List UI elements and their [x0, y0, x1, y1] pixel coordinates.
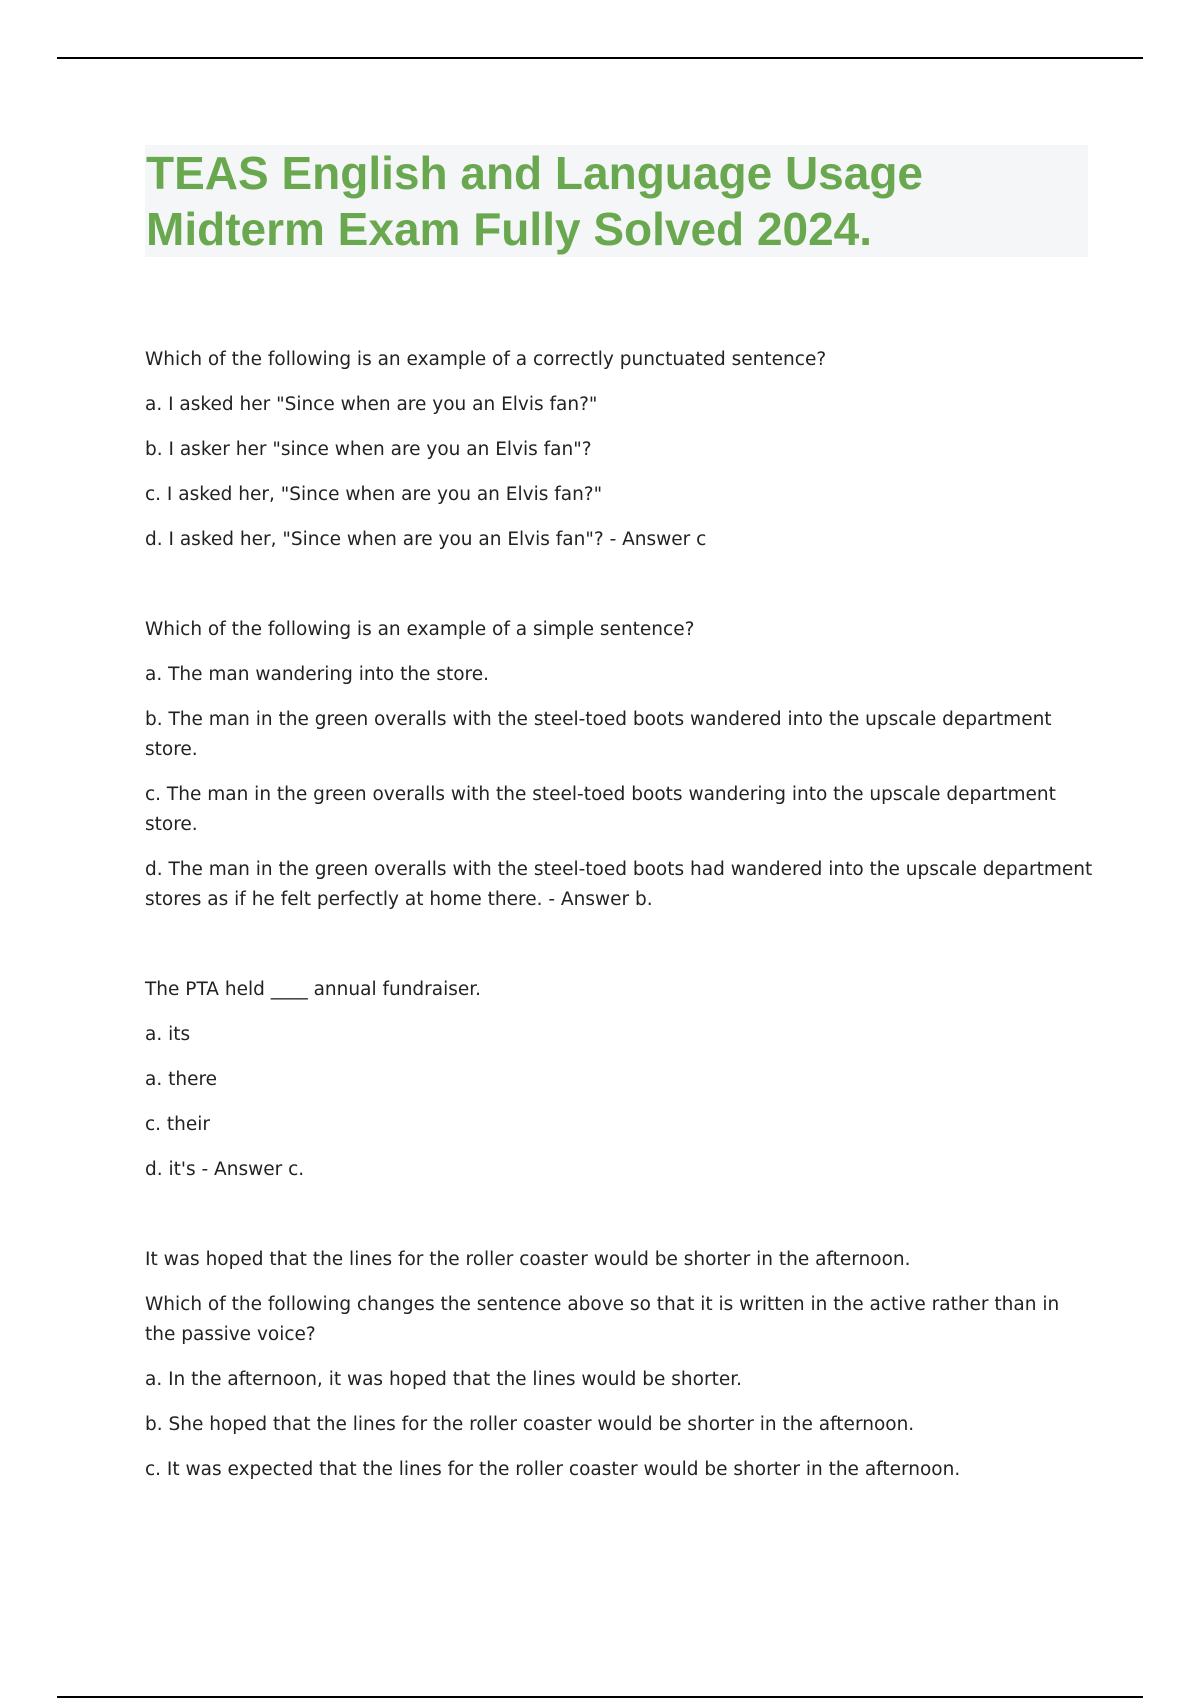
question-4-option-a: a. In the afternoon, it was hoped that the lines would be shorter.: [145, 1369, 742, 1390]
question-3-option-d-answer: d. it's - Answer c.: [145, 1159, 305, 1180]
header-rule: [57, 57, 1143, 59]
question-3-prompt: The PTA held ____ annual fundraiser.: [145, 979, 482, 1000]
question-4-option-c: c. It was expected that the lines for the roller coaster would be shorter in the afternoon.: [145, 1459, 961, 1480]
question-1-option-c: c. I asked her, "Since when are you an Elvis fan?": [145, 484, 603, 505]
question-3-option-a: a. its: [145, 1024, 191, 1045]
question-2: [145, 615, 1095, 915]
question-4-prompt: Which of the following changes the sentence above so that it is written in the active rather than in the passive voice?: [145, 1294, 1060, 1345]
question-1: [145, 345, 1095, 555]
question-2-option-a: a. The man wandering into the store.: [145, 664, 489, 685]
question-2-option-d-answer: d. The man in the green overalls with the steel-toed boots had wandered into the upscale department stores as if he felt perfectly at home there. - Answer b.: [145, 859, 1093, 910]
title-line-2: Midterm Exam Fully Solved 2024.: [146, 203, 873, 255]
footer-rule: [57, 1696, 1143, 1698]
question-1-prompt: Which of the following is an example of a correctly punctuated sentence?: [145, 349, 827, 370]
question-3-option-b: a. there: [145, 1069, 218, 1090]
question-2-option-c: c. The man in the green overalls with the steel-toed boots wandering into the upscale department store.: [145, 784, 1056, 835]
title-line-1: TEAS English and Language Usage: [146, 147, 924, 199]
question-4-option-b: b. She hoped that the lines for the roller coaster would be shorter in the afternoon.: [145, 1414, 915, 1435]
question-1-option-d-answer: d. I asked her, "Since when are you an Elvis fan"? - Answer c: [145, 529, 707, 550]
question-3-option-c: c. their: [145, 1114, 211, 1135]
question-1-option-b: b. I asker her "since when are you an Elvis fan"?: [145, 439, 592, 460]
question-2-prompt: Which of the following is an example of a simple sentence?: [145, 619, 695, 640]
question-3: [145, 975, 1095, 1185]
question-4-statement: It was hoped that the lines for the roller coaster would be shorter in the afternoon.: [145, 1249, 911, 1270]
page-title: [146, 145, 1076, 257]
question-4: [145, 1245, 1095, 1485]
question-list: [145, 345, 1095, 1545]
question-1-option-a: a. I asked her "Since when are you an Elvis fan?": [145, 394, 598, 415]
question-2-option-b: b. The man in the green overalls with the steel-toed boots wandered into the upscale department store.: [145, 709, 1052, 760]
